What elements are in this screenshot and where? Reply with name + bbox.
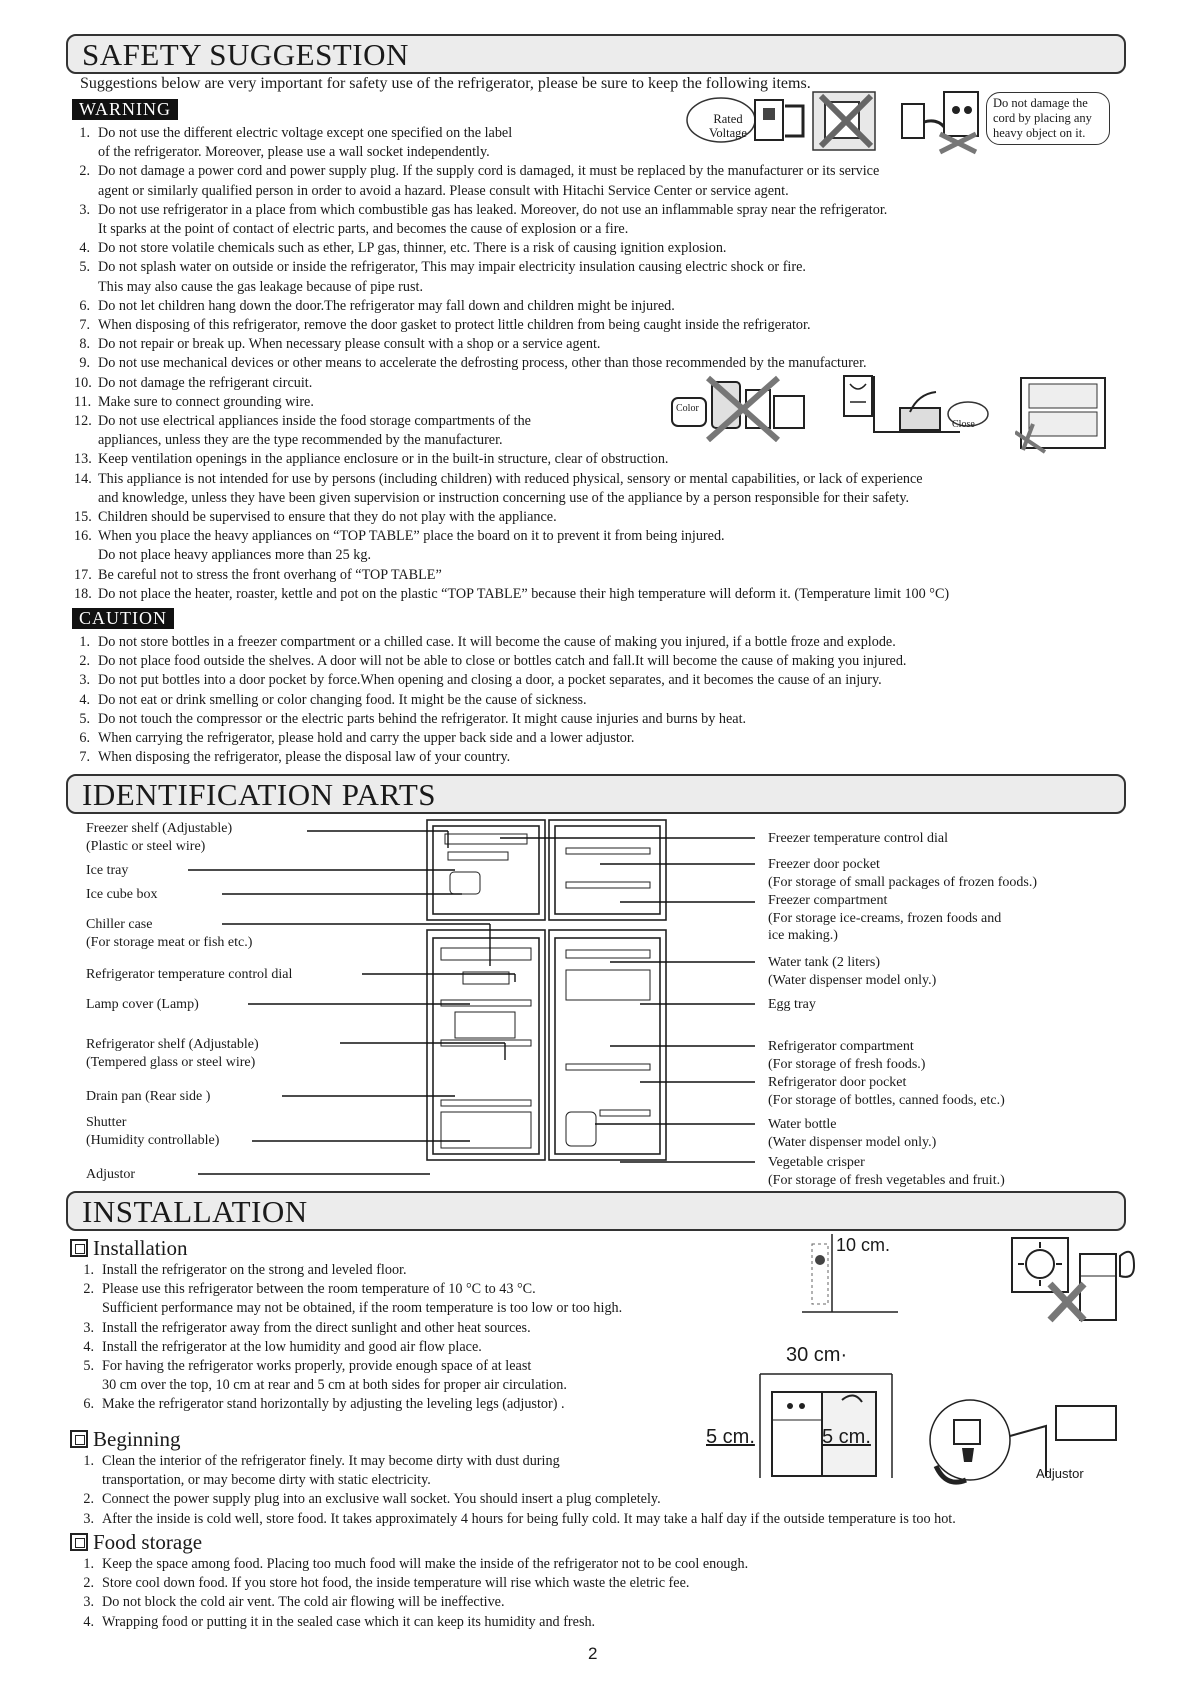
caution-item xyxy=(78,748,906,767)
item-number: 2. xyxy=(79,163,90,180)
item-text-line: appliances, unless they are the type recommended by the manufacturer. xyxy=(98,432,503,449)
part-label-line: Refrigerator compartment xyxy=(768,1039,914,1054)
installation-item xyxy=(82,1357,622,1395)
item-number: 3. xyxy=(83,1594,94,1611)
part-label-left xyxy=(86,966,292,984)
warning-item xyxy=(78,316,949,335)
food-storage-item xyxy=(82,1593,748,1612)
part-label-line: Drain pan (Rear side ) xyxy=(86,1089,211,1104)
item-number: 2. xyxy=(83,1281,94,1298)
item-number: 9. xyxy=(79,355,90,372)
part-label-line: Refrigerator temperature control dial xyxy=(86,967,293,982)
item-text-line: agent or similarly qualified person in order to avoid a hazard. Please consult with Hitachi Service Center or service agent. xyxy=(98,182,789,199)
beginning-item xyxy=(82,1490,956,1509)
part-label-line: Freezer temperature control dial xyxy=(768,831,948,846)
item-number: 6. xyxy=(79,297,90,314)
installation-item xyxy=(82,1319,622,1338)
part-label-right xyxy=(768,892,1001,945)
item-number: 4. xyxy=(83,1338,94,1355)
square-bullet-icon xyxy=(70,1239,88,1257)
item-text-line: Do not eat or drink smelling or color changing food. It might be the cause of sickness. xyxy=(98,691,587,708)
item-text-line: Do not splash water on outside or inside the refrigerator, This may impair electricity insulation causing electric shock or fire. xyxy=(98,259,806,276)
adjustor-label: Adjustor xyxy=(1036,1466,1084,1481)
item-text-line: Do not damage the refrigerant circuit. xyxy=(98,374,313,391)
part-label-right xyxy=(768,996,816,1014)
part-label-left xyxy=(86,862,128,880)
part-label-line: (For storage meat or fish etc.) xyxy=(86,934,253,950)
sunlight-illustration xyxy=(1010,1236,1140,1326)
part-label-line: Freezer door pocket xyxy=(768,857,880,872)
caution-list xyxy=(78,633,906,767)
item-number: 2. xyxy=(83,1575,94,1592)
food-storage-item xyxy=(82,1555,748,1574)
warning-item xyxy=(74,393,949,412)
item-number: 1. xyxy=(79,634,90,650)
food-storage-item xyxy=(82,1613,748,1632)
rated-voltage-label: Rated Voltage xyxy=(709,112,747,140)
part-label-line: Refrigerator door pocket xyxy=(768,1075,907,1090)
item-number: 4. xyxy=(83,1613,94,1630)
item-number: 16. xyxy=(74,528,92,545)
part-label-line: (Water dispenser model only.) xyxy=(768,1134,937,1150)
part-label-right xyxy=(768,1074,1005,1109)
warning-item xyxy=(74,566,949,585)
installation-section-title: INSTALLATION xyxy=(66,1191,1126,1231)
left-clearance-label: 5 cm. xyxy=(706,1426,755,1448)
cord-damage-illustration xyxy=(900,86,986,156)
part-label-line: Ice cube box xyxy=(86,887,158,902)
item-number: 5. xyxy=(79,259,90,276)
item-number: 7. xyxy=(79,317,90,334)
part-label-right xyxy=(768,1116,936,1151)
item-text-line: This appliance is not intended for use by persons (including children) with reduced physical, sensory or mental capabilities, or lack of experience xyxy=(98,470,923,487)
item-text-line: Install the refrigerator at the low humidity and good air flow place. xyxy=(102,1338,482,1355)
item-number: 10. xyxy=(74,374,92,391)
caution-item xyxy=(78,652,906,671)
rear-clearance-label: 10 cm. xyxy=(836,1235,891,1255)
item-number: 1. xyxy=(83,1262,94,1278)
item-number: 4. xyxy=(79,240,90,257)
item-text-line: Do not use the different electric voltage except one specified on the label xyxy=(98,125,513,141)
caution-item xyxy=(78,633,906,652)
item-number: 5. xyxy=(83,1358,94,1375)
part-label-line: (For storage of fresh foods.) xyxy=(768,1056,926,1072)
item-number: 3. xyxy=(79,201,90,218)
item-text-line: Keep ventilation openings in the appliance enclosure or in the built-in structure, clear of obstruction. xyxy=(98,451,669,468)
part-label-line: (For storage of small packages of frozen foods.) xyxy=(768,874,1038,890)
part-label-line: Lamp cover (Lamp) xyxy=(86,997,199,1012)
item-text-line: When disposing of this refrigerator, remove the door gasket to protect little children from being caught inside the refrigerator. xyxy=(98,317,811,334)
item-text-line: Make the refrigerator stand horizontally by adjusting the leveling legs (adjustor) . xyxy=(102,1396,565,1413)
warning-item xyxy=(74,450,949,469)
adjustor-illustration xyxy=(926,1396,1126,1492)
item-number: 17. xyxy=(74,566,92,583)
color-label: Color xyxy=(676,403,699,414)
warning-item xyxy=(74,585,950,604)
warning-list xyxy=(74,124,950,604)
item-text-line: Clean the interior of the refrigerator finely. It may become dirty with dust during xyxy=(102,1453,560,1469)
item-text-line: For having the refrigerator works properly, provide enough space of at least xyxy=(102,1358,532,1375)
warning-label: WARNING xyxy=(72,99,178,120)
warning-item xyxy=(78,335,949,354)
item-text-line: When disposing the refrigerator, please the disposal law of your country. xyxy=(98,749,511,766)
part-label-left xyxy=(86,916,252,951)
warning-item xyxy=(78,297,949,316)
part-label-line: Egg tray xyxy=(768,997,816,1012)
item-number: 8. xyxy=(79,336,90,353)
safety-intro: Suggestions below are very important for safety use of the refrigerator, please be sure to keep the following items. xyxy=(80,75,811,92)
installation-item xyxy=(82,1338,622,1357)
item-text-line: After the inside is cold well, store food. It takes approximately 4 hours for being fully cold. It may take a half day if the outside temperature is too hot. xyxy=(102,1510,956,1527)
part-label-right xyxy=(768,856,1037,891)
item-text-line: Do not place the heater, roaster, kettle and pot on the plastic “TOP TABLE” because their high temperature will deform it. (Temperature limit 100 °C) xyxy=(98,585,950,602)
item-text-line: Keep the space among food. Placing too much food will make the inside of the refrigerator not to be cool enough. xyxy=(102,1556,749,1572)
item-number: 11. xyxy=(74,393,92,410)
item-number: 4. xyxy=(79,691,90,708)
item-text-line: Do not repair or break up. When necessary please consult with a shop or a service agent. xyxy=(98,336,601,353)
item-number: 2. xyxy=(79,653,90,670)
item-number: 5. xyxy=(79,710,90,727)
item-number: 12. xyxy=(74,413,92,430)
item-number: 2. xyxy=(83,1491,94,1508)
beginning-heading: Beginning xyxy=(70,1427,181,1451)
cord-warning-bubble: Do not damage the cord by placing any heavy object on it. xyxy=(986,92,1110,145)
item-text-line: Wrapping food or putting it in the sealed case which it can keep its humidity and fresh. xyxy=(102,1613,596,1630)
installation-item xyxy=(82,1280,622,1318)
square-bullet-icon xyxy=(70,1430,88,1448)
part-label-line: Freezer shelf (Adjustable) xyxy=(86,821,233,836)
food-storage-item xyxy=(82,1574,748,1593)
item-text-line: transportation, or may become dirty with static electricity. xyxy=(102,1472,431,1489)
caution-item xyxy=(78,729,906,748)
item-number: 3. xyxy=(83,1510,94,1527)
part-label-line: (Humidity controllable) xyxy=(86,1132,220,1148)
item-text-line: Install the refrigerator away from the direct sunlight and other heat sources. xyxy=(102,1319,531,1336)
part-label-right xyxy=(768,1154,1005,1189)
item-text-line: Do not block the cold air vent. The cold air flowing will be ineffective. xyxy=(102,1594,505,1611)
item-text-line: Do not place heavy appliances more than 25 kg. xyxy=(98,547,372,564)
caution-item xyxy=(78,710,906,729)
installation-item xyxy=(82,1395,622,1414)
part-label-left xyxy=(86,1088,210,1106)
item-text-line: Do not put bottles into a door pocket by force.When opening and closing a door, a pocket separates, and it becomes the cause of an injury. xyxy=(98,672,882,689)
top-clearance-label: 30 cm· xyxy=(786,1344,848,1366)
item-number: 3. xyxy=(79,672,90,689)
item-text-line: Do not use electrical appliances inside the food storage compartments of the xyxy=(98,413,531,430)
caution-item xyxy=(78,691,906,710)
item-text-line: When carrying the refrigerator, please hold and carry the upper back side and a lower adjustor. xyxy=(98,730,635,747)
warning-item xyxy=(74,508,949,527)
installation-list xyxy=(82,1261,622,1415)
item-number: 1. xyxy=(83,1453,94,1469)
item-text-line: of the refrigerator. Moreover, please use a wall socket independently. xyxy=(98,144,490,161)
part-label-right xyxy=(768,830,948,848)
part-label-line: (Water dispenser model only.) xyxy=(768,972,937,988)
part-label-left xyxy=(86,820,232,855)
item-text-line: Do not store bottles in a freezer compartment or a chilled case. It will become the cause of making you injured, if a bottle froze and explode. xyxy=(98,634,896,650)
item-text-line: 30 cm over the top, 10 cm at rear and 5 cm at both sides for proper air circulation. xyxy=(102,1377,567,1394)
warning-item xyxy=(78,239,949,258)
part-label-line: (Tempered glass or steel wire) xyxy=(86,1054,256,1070)
item-text-line: It sparks at the point of contact of electric parts, and becomes the cause of explosion or a fire. xyxy=(98,221,629,238)
page-number: 2 xyxy=(588,1644,598,1663)
item-text-line: Install the refrigerator on the strong and leveled floor. xyxy=(102,1262,407,1278)
item-text-line: Do not let children hang down the door.The refrigerator may fall down and children might be injured. xyxy=(98,297,675,314)
caution-item xyxy=(78,671,906,690)
item-number: 14. xyxy=(74,470,92,487)
warning-item xyxy=(74,412,949,450)
part-label-line: ice making.) xyxy=(768,928,838,943)
part-label-line: Chiller case xyxy=(86,917,153,932)
warning-item xyxy=(78,162,949,200)
item-text-line: Store cool down food. If you store hot food, the inside temperature will rise which waste the eletric fee. xyxy=(102,1575,690,1592)
part-label-left xyxy=(86,996,199,1014)
item-text-line: Please use this refrigerator between the room temperature of 10 °C to 43 °C. xyxy=(102,1281,536,1298)
item-number: 1. xyxy=(83,1556,94,1572)
part-label-line: (For storage ice-creams, frozen foods and xyxy=(768,910,1002,926)
installation-heading: Installation xyxy=(70,1236,187,1260)
part-label-line: Water bottle xyxy=(768,1117,837,1132)
item-text-line: Connect the power supply plug into an exclusive wall socket. You should insert a plug completely. xyxy=(102,1491,661,1508)
item-number: 7. xyxy=(79,749,90,766)
part-label-left xyxy=(86,1036,259,1071)
item-text-line: Do not place food outside the shelves. A door will not be able to close or bottles catch and fall.It will become the cause of making you injured. xyxy=(98,653,907,670)
food-storage-heading: Food storage xyxy=(70,1530,202,1554)
warning-item xyxy=(78,201,949,239)
item-text-line: Sufficient performance may not be obtained, if the room temperature is too low or too high. xyxy=(102,1300,623,1317)
beginning-item xyxy=(82,1510,956,1529)
part-label-line: (Plastic or steel wire) xyxy=(86,838,206,854)
item-text-line: Do not store volatile chemicals such as ether, LP gas, thinner, etc. There is a risk of causing ignition explosion. xyxy=(98,240,727,257)
part-label-line: Vegetable crisper xyxy=(768,1155,865,1170)
item-text-line: This may also cause the gas leakage because of pipe rust. xyxy=(98,278,424,295)
item-number: 15. xyxy=(74,509,92,526)
food-storage-list xyxy=(82,1555,748,1632)
part-label-left xyxy=(86,1114,219,1149)
part-label-line: Ice tray xyxy=(86,863,129,878)
warning-item xyxy=(74,527,949,565)
item-text-line: Do not use refrigerator in a place from which combustible gas has leaked. Moreover, do not use an inflammable spray near the refrigerator. xyxy=(98,201,888,218)
item-number: 13. xyxy=(74,451,92,468)
item-number: 1. xyxy=(79,125,90,141)
item-text-line: Do not damage a power cord and power supply plug. If the supply cord is damaged, it must be replaced by the manufacturer or its service xyxy=(98,163,880,180)
warning-item xyxy=(78,258,949,296)
caution-label: CAUTION xyxy=(72,608,174,629)
identification-section-title: IDENTIFICATION PARTS xyxy=(66,774,1126,814)
item-text-line: Make sure to connect grounding wire. xyxy=(98,393,314,410)
part-label-right xyxy=(768,954,936,989)
warning-item xyxy=(74,470,949,508)
part-label-line: Adjustor xyxy=(86,1167,135,1182)
warning-item xyxy=(78,354,949,373)
square-bullet-icon xyxy=(70,1533,88,1551)
side-clearance-illustration xyxy=(756,1370,896,1480)
item-number: 6. xyxy=(83,1396,94,1413)
fridge-door-illustration xyxy=(1015,376,1109,456)
item-number: 6. xyxy=(79,730,90,747)
item-text-line: When you place the heavy appliances on “TOP TABLE” place the board on it to prevent it from being injured. xyxy=(98,528,725,545)
item-text-line: Children should be supervised to ensure that they do not play with the appliance. xyxy=(98,509,557,526)
part-label-line: Refrigerator shelf (Adjustable) xyxy=(86,1037,259,1052)
part-label-line: Water tank (2 liters) xyxy=(768,955,880,970)
item-number: 3. xyxy=(83,1319,94,1336)
item-text-line: Do not use mechanical devices or other means to accelerate the defrosting process, other than those recommended by the manufacturer. xyxy=(98,355,867,372)
part-label-line: (For storage of bottles, canned foods, etc.) xyxy=(768,1092,1005,1108)
right-clearance-label: 5 cm. xyxy=(822,1426,871,1448)
part-label-line: Freezer compartment xyxy=(768,893,888,908)
warning-item xyxy=(74,374,949,393)
safety-section-title: SAFETY SUGGESTION xyxy=(66,34,1126,74)
part-label-line: (For storage of fresh vegetables and fruit.) xyxy=(768,1172,1005,1188)
item-text-line: Do not touch the compressor or the electric parts behind the refrigerator. It might cause injuries and burns by heat. xyxy=(98,710,747,727)
part-label-left xyxy=(86,886,158,904)
part-label-left xyxy=(86,1166,135,1184)
item-number: 18. xyxy=(74,585,92,602)
installation-item xyxy=(82,1261,622,1280)
item-text-line: and knowledge, unless they have been given supervision or instruction concerning use of the appliance by a person responsible for their safety. xyxy=(98,489,910,506)
part-label-right xyxy=(768,1038,925,1073)
item-text-line: Be careful not to stress the front overhang of “TOP TABLE” xyxy=(98,566,442,583)
close-label: Close xyxy=(952,419,975,430)
part-label-line: Shutter xyxy=(86,1115,127,1130)
